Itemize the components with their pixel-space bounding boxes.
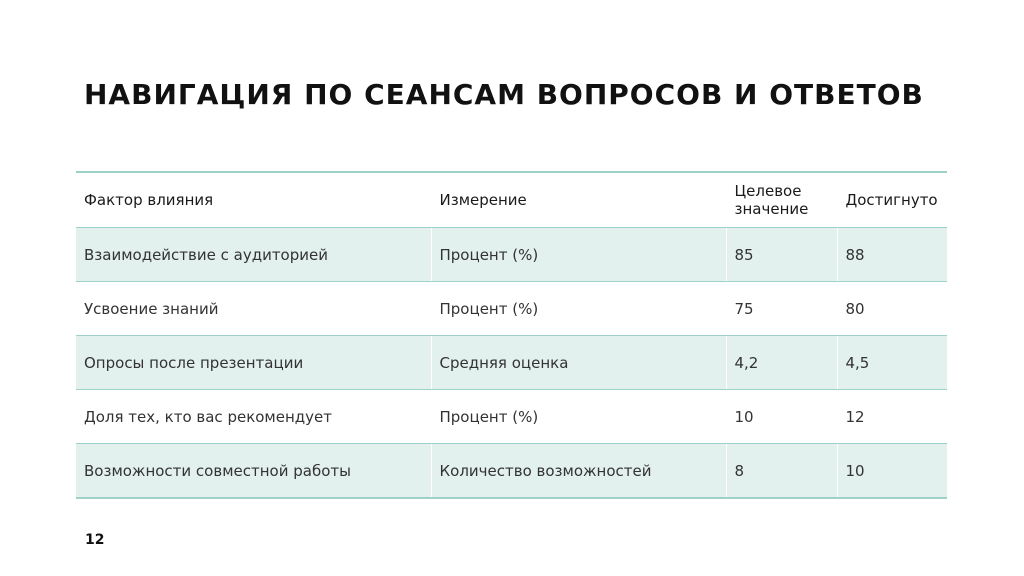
impact-table — [76, 171, 947, 499]
table-row — [76, 282, 947, 336]
cell-factor: Доля тех, кто вас рекомендует — [76, 390, 431, 444]
header-factor: Фактор влияния — [76, 172, 431, 228]
cell-achieved: 4,5 — [837, 336, 947, 390]
cell-measurement: Количество возможностей — [431, 444, 726, 499]
cell-factor: Возможности совместной работы — [76, 444, 431, 499]
cell-factor: Опросы после презентации — [76, 336, 431, 390]
page-number: 12 — [85, 532, 105, 548]
cell-target: 75 — [726, 282, 837, 336]
table-row — [76, 390, 947, 444]
cell-target: 85 — [726, 228, 837, 282]
table-row — [76, 444, 947, 499]
cell-target: 10 — [726, 390, 837, 444]
cell-achieved: 88 — [837, 228, 947, 282]
cell-achieved: 10 — [837, 444, 947, 499]
cell-factor: Взаимодействие с аудиторией — [76, 228, 431, 282]
cell-measurement: Процент (%) — [431, 282, 726, 336]
cell-measurement: Средняя оценка — [431, 336, 726, 390]
cell-achieved: 80 — [837, 282, 947, 336]
header-measurement: Измерение — [431, 172, 726, 228]
table-header-row — [76, 172, 947, 228]
slide-title: НАВИГАЦИЯ ПО СЕАНСАМ ВОПРОСОВ И ОТВЕТОВ — [84, 78, 924, 111]
cell-target: 4,2 — [726, 336, 837, 390]
cell-measurement: Процент (%) — [431, 390, 726, 444]
table-row — [76, 228, 947, 282]
table-row — [76, 336, 947, 390]
cell-achieved: 12 — [837, 390, 947, 444]
cell-target: 8 — [726, 444, 837, 499]
cell-factor: Усвоение знаний — [76, 282, 431, 336]
header-achieved: Достигнуто — [837, 172, 947, 228]
header-target: Целевое значение — [726, 172, 837, 228]
cell-measurement: Процент (%) — [431, 228, 726, 282]
